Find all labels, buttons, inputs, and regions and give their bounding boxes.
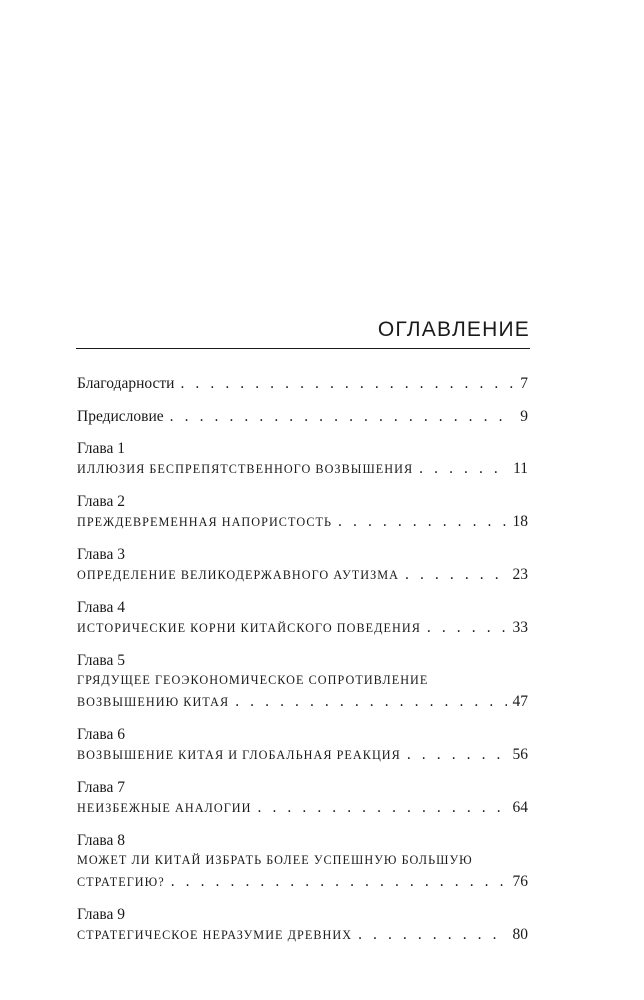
page-number: 18 xyxy=(512,513,528,530)
toc-entry-chapter-6[interactable] xyxy=(77,725,528,766)
toc-entry-chapter-5[interactable] xyxy=(77,651,528,713)
dot-leader xyxy=(171,871,507,892)
page-number: 76 xyxy=(512,873,528,890)
chapter-title: ПРЕЖДЕВРЕМЕННАЯ НАПОРИСТОСТЬ xyxy=(77,515,333,529)
toc-entry-chapter-1[interactable] xyxy=(77,439,528,480)
entry-title: Благодарности xyxy=(77,375,175,392)
chapter-title: СТРАТЕГИЧЕСКОЕ НЕРАЗУМИЕ ДРЕВНИХ xyxy=(77,928,353,942)
chapter-label: Глава 5 xyxy=(77,652,126,669)
page-number: 33 xyxy=(512,619,528,636)
chapter-title: ВОЗВЫШЕНИЕ КИТАЯ И ГЛОБАЛЬНАЯ РЕАКЦИЯ xyxy=(77,748,401,762)
toc-entry-chapter-7[interactable] xyxy=(77,778,528,819)
dot-leader xyxy=(407,744,507,765)
chapter-label: Глава 8 xyxy=(77,832,126,849)
chapter-title-line-2: ВОЗВЫШЕНИЮ КИТАЯ xyxy=(77,695,230,709)
chapter-title: ИЛЛЮЗИЯ БЕСПРЕПЯТСТВЕННОГО ВОЗВЫШЕНИЯ xyxy=(77,462,414,476)
chapter-label: Глава 2 xyxy=(77,493,126,510)
toc-list xyxy=(77,373,528,958)
chapter-title-line-1: ГРЯДУЩЕЕ ГЕОЭКОНОМИЧЕСКОЕ СОПРОТИВЛЕНИЕ xyxy=(77,673,429,687)
page-number: 9 xyxy=(520,408,528,425)
page-number: 56 xyxy=(512,746,528,763)
dot-leader xyxy=(180,373,514,394)
chapter-title-line-2: СТРАТЕГИЮ? xyxy=(77,875,165,889)
toc-entry-preface[interactable] xyxy=(77,406,528,427)
chapter-title: ИСТОРИЧЕСКИЕ КОРНИ КИТАЙСКОГО ПОВЕДЕНИЯ xyxy=(77,621,421,635)
chapter-title: ОПРЕДЕЛЕНИЕ ВЕЛИКОДЕРЖАВНОГО АУТИЗМА xyxy=(77,568,400,582)
dot-leader xyxy=(358,924,506,945)
dot-leader xyxy=(427,617,507,638)
chapter-label: Глава 7 xyxy=(77,779,126,796)
toc-entry-chapter-3[interactable] xyxy=(77,545,528,586)
toc-entry-acknowledgements[interactable] xyxy=(77,373,528,394)
page-number: 23 xyxy=(512,566,528,583)
chapter-label: Глава 1 xyxy=(77,440,126,457)
entry-title: Предисловие xyxy=(77,408,164,425)
toc-heading: ОГЛАВЛЕНИЕ xyxy=(377,318,530,341)
page-number: 47 xyxy=(512,693,528,710)
toc-entry-chapter-9[interactable] xyxy=(77,905,528,946)
toc-entry-chapter-2[interactable] xyxy=(77,492,528,533)
chapter-label: Глава 4 xyxy=(77,599,126,616)
page-number: 11 xyxy=(513,460,528,477)
chapter-title-line-1: МОЖЕТ ЛИ КИТАЙ ИЗБРАТЬ БОЛЕЕ УСПЕШНУЮ БОЛЬШУЮ xyxy=(77,853,473,867)
dot-leader xyxy=(405,564,506,585)
page-number: 80 xyxy=(512,926,528,943)
dot-leader xyxy=(419,458,507,479)
dot-leader xyxy=(338,511,506,532)
chapter-label: Глава 3 xyxy=(77,546,126,563)
dot-leader xyxy=(170,406,515,427)
toc-entry-chapter-4[interactable] xyxy=(77,598,528,639)
chapter-label: Глава 6 xyxy=(77,726,126,743)
toc-entry-chapter-8[interactable] xyxy=(77,831,528,893)
heading-rule xyxy=(76,348,530,349)
chapter-label: Глава 9 xyxy=(77,906,126,923)
page-number: 64 xyxy=(512,799,528,816)
page-number: 7 xyxy=(520,375,528,392)
dot-leader xyxy=(258,797,507,818)
dot-leader xyxy=(235,691,506,712)
chapter-title: НЕИЗБЕЖНЫЕ АНАЛОГИИ xyxy=(77,801,252,815)
